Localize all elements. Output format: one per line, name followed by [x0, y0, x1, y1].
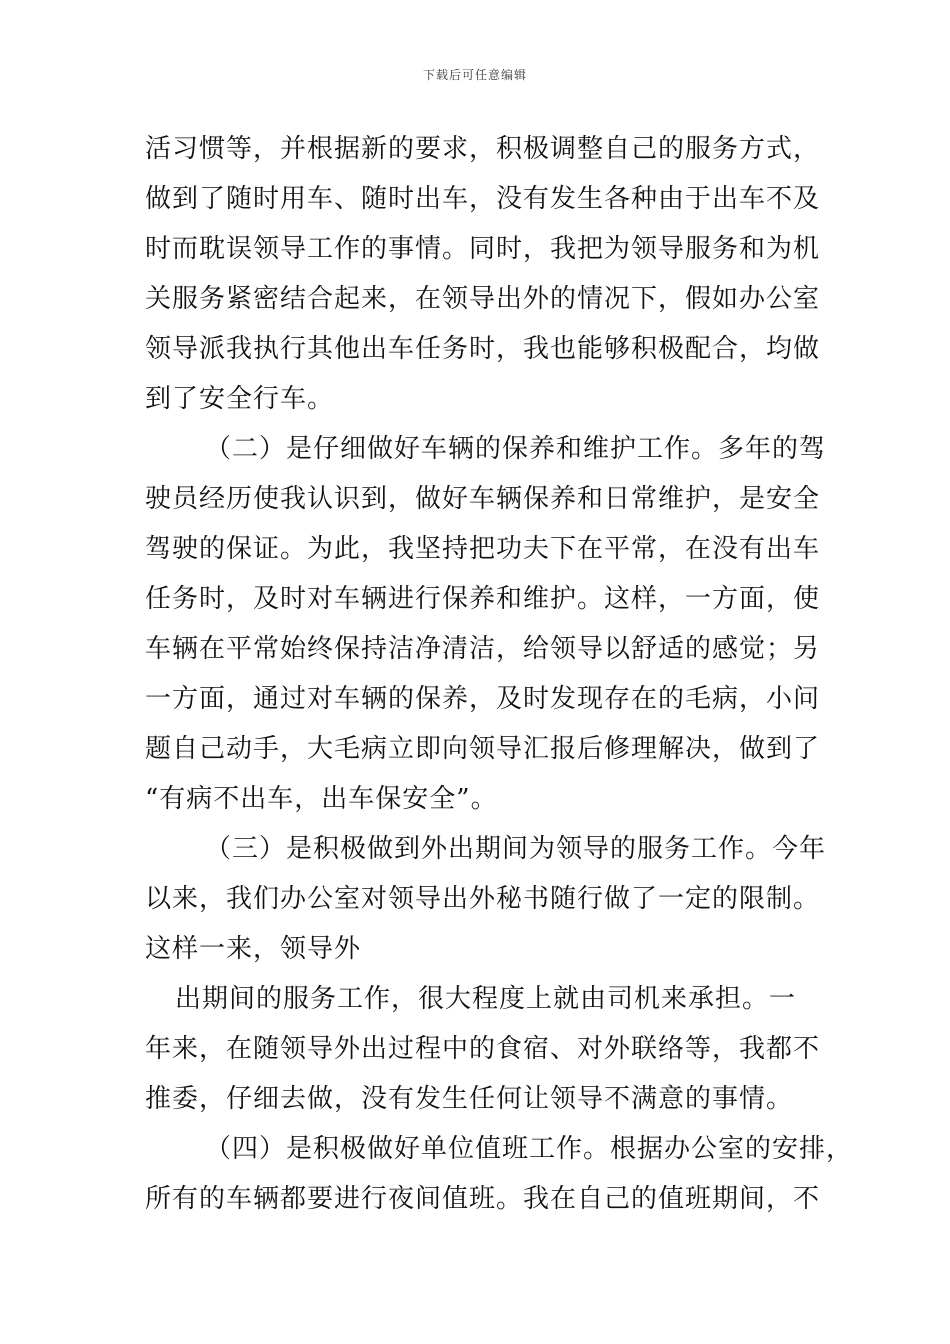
text-line: 年来，在随领导外出过程中的食宿、对外联络等，我都不	[145, 1034, 821, 1064]
text-line: “有病不出车，出车保安全”。	[145, 784, 498, 814]
text-line: 以来，我们办公室对领导出外秘书随行做了一定的限制。	[145, 884, 821, 914]
text-line: 所有的车辆都要进行夜间值班。我在自己的值班期间，不	[145, 1184, 821, 1214]
paragraph-start-line: （三）是积极做到外出期间为领导的服务工作。今年	[205, 834, 827, 864]
text-line: 活习惯等，并根据新的要求，积极调整自己的服务方式，	[145, 134, 821, 164]
text-line: 推委，仔细去做，没有发生任何让领导不满意的事情。	[145, 1084, 794, 1114]
text-line: 题自己动手，大毛病立即向领导汇报后修理解决，做到了	[145, 734, 821, 764]
document-body	[145, 124, 854, 1224]
paragraph-start-line: （二）是仔细做好车辆的保养和维护工作。多年的驾	[205, 434, 827, 464]
text-line: 驾驶的保证。为此，我坚持把功夫下在平常，在没有出车	[145, 534, 821, 564]
text-line: 到了安全行车。	[145, 384, 335, 414]
text-line: 做到了随时用车、随时出车，没有发生各种由于出车不及	[145, 184, 821, 214]
text-line: 车辆在平常始终保持洁净清洁，给领导以舒适的感觉；另	[145, 634, 821, 664]
text-line: 任务时，及时对车辆进行保养和维护。这样，一方面，使	[145, 584, 821, 614]
text-line: 这样一来，领导外	[145, 934, 362, 964]
text-line: 关服务紧密结合起来，在领导出外的情况下，假如办公室	[145, 284, 821, 314]
page-header: 下载后可任意编辑	[422, 68, 527, 82]
text-line: 时而耽误领导工作的事情。同时，我把为领导服务和为机	[145, 234, 821, 264]
text-line: 驶员经历使我认识到，做好车辆保养和日常维护，是安全	[145, 484, 821, 514]
text-line: 领导派我执行其他出车任务时，我也能够积极配合，均做	[145, 334, 821, 364]
paragraph-start-line: 出期间的服务工作，很大程度上就由司机来承担。一	[175, 984, 797, 1014]
paragraph-start-line: （四）是积极做好单位值班工作。根据办公室的安排，	[205, 1134, 854, 1164]
text-line: 一方面，通过对车辆的保养，及时发现存在的毛病，小问	[145, 684, 821, 714]
